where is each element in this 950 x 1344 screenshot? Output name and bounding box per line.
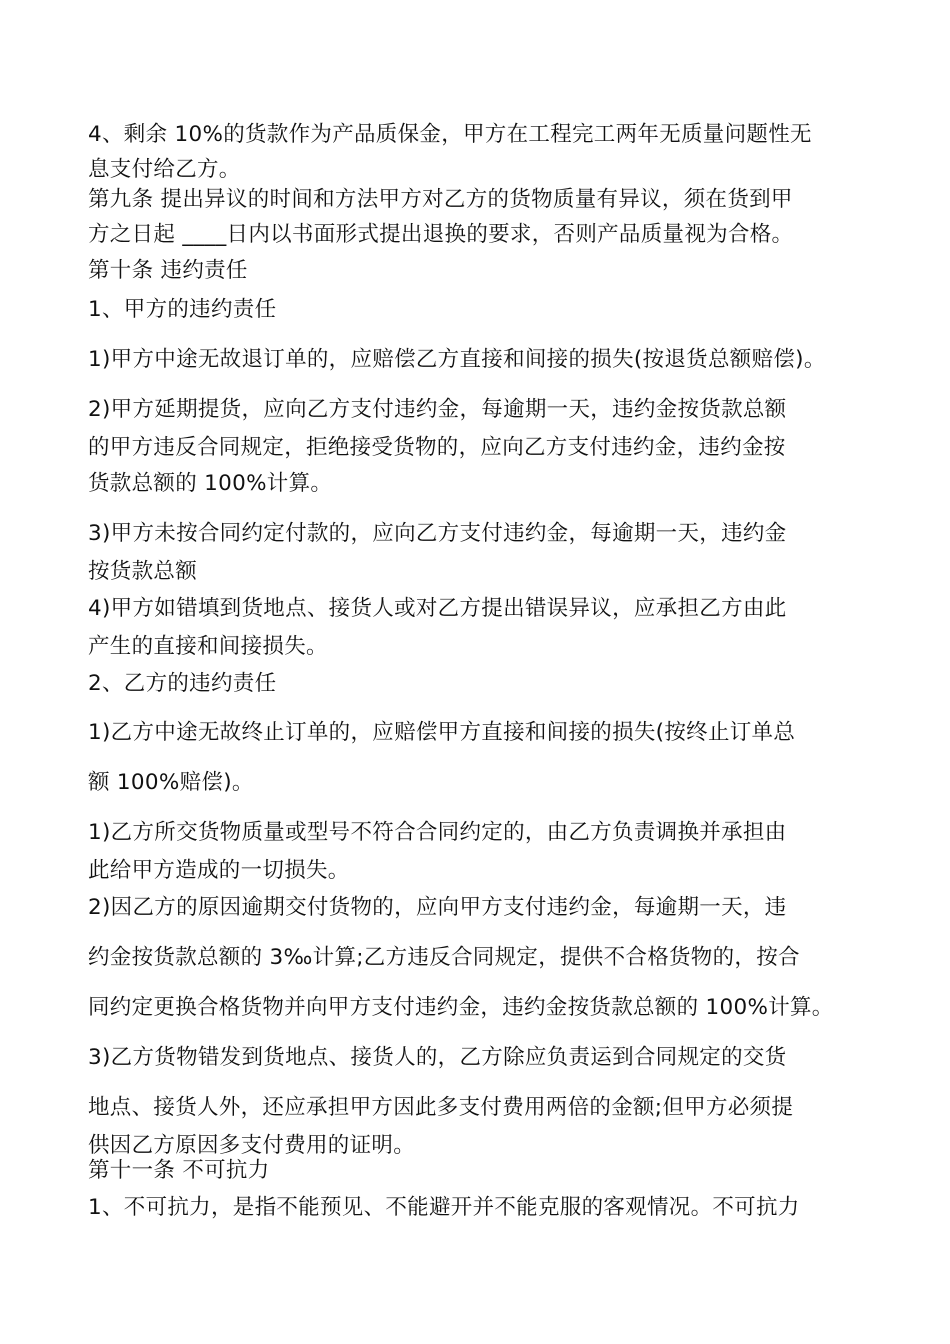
- body-text-line: 此给甲方造成的一切损失。: [88, 858, 350, 883]
- body-text-line: 按货款总额: [88, 559, 198, 584]
- body-text-line: 约金按货款总额的 3‰计算;乙方违反合同规定，提供不合格货物的，按合: [88, 945, 800, 970]
- body-text-line: 3)甲方未按合同约定付款的，应向乙方支付违约金，每逾期一天，违约金: [88, 521, 787, 546]
- body-text-line: 4、剩余 10%的货款作为产品质保金，甲方在工程完工两年无质量问题性无: [88, 122, 812, 147]
- body-text-line: 额 100%赔偿)。: [88, 770, 254, 795]
- section-heading-tenth: 第十条 违约责任: [88, 258, 248, 283]
- body-text-line: 货款总额的 100%计算。: [88, 471, 333, 496]
- body-text-line: 供因乙方原因多支付费用的证明。: [88, 1133, 416, 1158]
- section-heading-eleventh: 第十一条 不可抗力: [88, 1158, 270, 1183]
- body-text-line: 方之日起 ____日内以书面形式提出退换的要求，否则产品质量视为合格。: [88, 222, 794, 247]
- body-text-line: 2)甲方延期提货，应向乙方支付违约金，每逾期一天，违约金按货款总额: [88, 397, 787, 422]
- body-text-line: 1、不可抗力，是指不能预见、不能避开并不能克服的客观情况。不可抗力: [88, 1195, 800, 1220]
- body-text-line: 同约定更换合格货物并向甲方支付违约金，违约金按货款总额的 100%计算。: [88, 995, 834, 1020]
- body-text-line: 2)因乙方的原因逾期交付货物的，应向甲方支付违约金，每逾期一天，违: [88, 895, 787, 920]
- body-text-line: 4)甲方如错填到货地点、接货人或对乙方提出错误异议，应承担乙方由此: [88, 596, 787, 621]
- body-text-line: 息支付给乙方。: [88, 157, 241, 182]
- body-text-line: 的甲方违反合同规定，拒绝接受货物的，应向乙方支付违约金，违约金按: [88, 435, 786, 460]
- body-text-line: 产生的直接和间接损失。: [88, 634, 328, 659]
- section-heading-ninth: 第九条 提出异议的时间和方法甲方对乙方的货物质量有异议，须在货到甲: [88, 187, 793, 212]
- subsection-heading-party-a: 1、甲方的违约责任: [88, 297, 277, 322]
- body-text-line: 1)乙方中途无故终止订单的，应赔偿甲方直接和间接的损失(按终止订单总: [88, 720, 796, 745]
- body-text-line: 1)甲方中途无故退订单的，应赔偿乙方直接和间接的损失(按退货总额赔偿)。: [88, 347, 826, 372]
- subsection-heading-party-b: 2、乙方的违约责任: [88, 671, 277, 696]
- body-text-line: 1)乙方所交货物质量或型号不符合合同约定的，由乙方负责调换并承担由: [88, 820, 787, 845]
- body-text-line: 3)乙方货物错发到货地点、接货人的，乙方除应负责运到合同规定的交货: [88, 1045, 787, 1070]
- body-text-line: 地点、接货人外，还应承担甲方因此多支付费用两倍的金额;但甲方必须提: [88, 1095, 794, 1120]
